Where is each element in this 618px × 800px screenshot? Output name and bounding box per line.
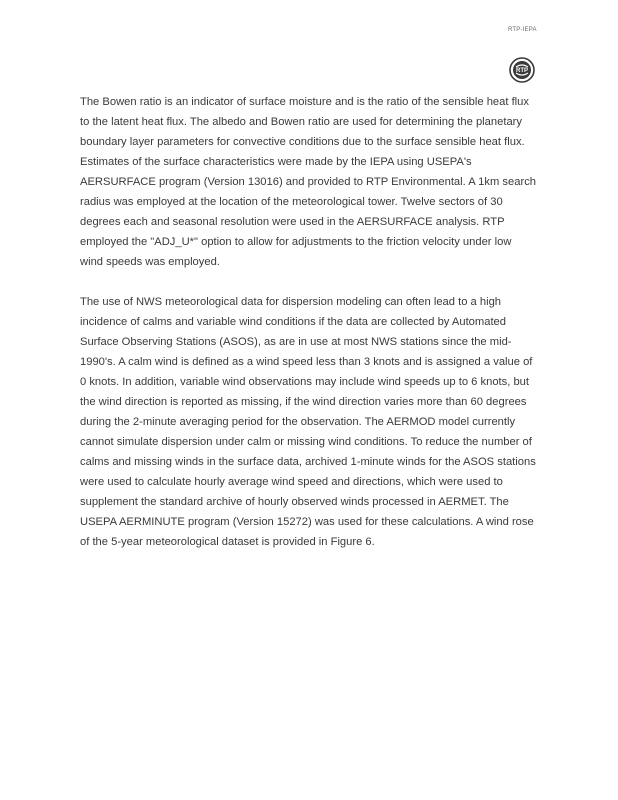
paragraph-nws-data: The use of NWS meteorological data for dispersion modeling can often lead to a high incidence of calms and variable wind conditions if the data are collected by Automated Surface Observing Stations (ASOS), as are in use at most NWS stations since the mid-1990's. A calm wind is defined as a wind speed less than 3 knots and is assigned a value of 0 knots. In addition, variable wind observations may include wind speeds up to 6 knots, but the wind direction is reported as missing, if the wind direction varies more than 60 degrees during the 2-minute averaging period for the observation. The AERMOD model currently cannot simulate dispersion under calm or missing wind conditions. To reduce the number of calms and missing winds in the surface data, archived 1-minute winds for the ASOS stations were used to calculate hourly average wind speed and directions, which were used to supplement the standard archive of hourly observed winds processed in AERMET. The USEPA AERMINUTE program (Version 15272) was used for these calculations. A wind rose of the 5-year meteorological dataset is provided in Figure 6. [80,296,536,548]
paragraph-bowen-ratio: The Bowen ratio is an indicator of surface moisture and is the ratio of the sensible heat flux to the latent heat flux. The albedo and Bowen ratio are used for determining the planetary boundary layer parameters for convective conditions due to the surface sensible heat flux. Estimates of the surface characteristics were made by the IEPA using USEPA's AERSURFACE program (Version 13016) and provided to RTP Environmental. A 1km search radius was employed at the location of the meteorological tower. Twelve sectors of 30 degrees each and seasonal resolution were used in the AERSURFACE analysis. RTP employed the "ADJ_U*" option to allow for adjustments to the friction velocity under low wind speeds was employed. [80,96,537,268]
body-text [80,92,536,552]
company-logo-icon [509,57,535,83]
logo-text: RTP [516,68,528,75]
page-header-code: RTP-IEPA [508,27,537,33]
